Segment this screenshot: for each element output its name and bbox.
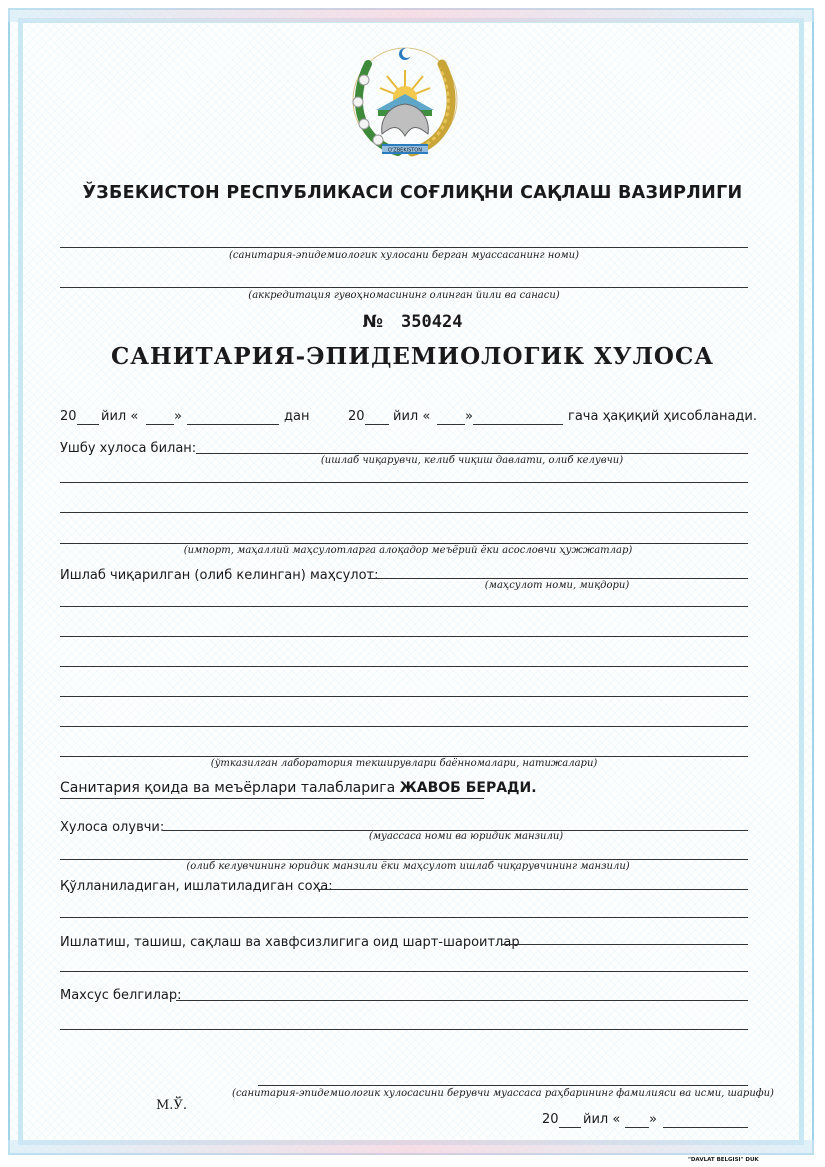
lab-results-caption: (ўтказилган лаборатория текширувлари баённомалари, натижалари) xyxy=(210,758,598,769)
from-day-close: » xyxy=(174,409,182,424)
product-line-3[interactable] xyxy=(60,636,748,637)
date-month-field[interactable] xyxy=(663,1127,748,1128)
product-line-2[interactable] xyxy=(60,606,748,607)
special-marks-label: Махсус белгилар: xyxy=(60,988,182,1003)
product-line-7[interactable] xyxy=(60,756,748,757)
number-sign: № xyxy=(362,312,384,332)
to-month-field[interactable] xyxy=(473,424,563,425)
ministry-heading: ЎЗБЕКИСТОН РЕСПУБЛИКАСИ СОҒЛИҚНИ САҚЛАШ ВАЗИРЛИГИ xyxy=(82,183,743,203)
date-year-prefix: 20 xyxy=(542,1112,559,1127)
printer-mark: "DAVLAT BELGISI" DUK xyxy=(688,1157,759,1163)
conclusion-line-4[interactable] xyxy=(60,543,748,544)
application-area-label: Қўлланиладиган, ишлатиладиган соҳа: xyxy=(60,879,333,894)
compliance-result: ЖАВОБ БЕРАДИ. xyxy=(399,780,537,796)
institution-name-caption: (санитария-эпидемиологик хулосани берган муассасанинг номи) xyxy=(229,250,579,261)
from-year-field[interactable] xyxy=(77,424,99,425)
to-suffix: гача ҳақиқий ҳисобланади. xyxy=(568,409,757,424)
recipient-address-caption: (муассаса номи ва юридик манзили) xyxy=(368,831,564,842)
state-emblem-icon xyxy=(342,40,468,166)
recipient-label: Хулоса олувчи: xyxy=(60,820,165,835)
accreditation-line[interactable] xyxy=(60,287,748,288)
institution-name-line[interactable] xyxy=(60,247,748,248)
date-year-word: йил « xyxy=(583,1112,621,1127)
conclusion-with-line[interactable] xyxy=(196,453,748,454)
recipient-line-2[interactable] xyxy=(60,859,748,860)
frame-bottom-band xyxy=(8,1140,814,1155)
conclusion-line-3[interactable] xyxy=(60,512,748,513)
storage-conditions-line-2[interactable] xyxy=(60,971,748,972)
date-year-field[interactable] xyxy=(559,1127,581,1128)
special-marks-line-2[interactable] xyxy=(60,1029,748,1030)
importer-address-caption: (олиб келувчининг юридик манзили ёки маҳсулот ишлаб чиқарувчининг манзили) xyxy=(186,861,630,872)
to-year-field[interactable] xyxy=(365,424,389,425)
product-line[interactable] xyxy=(368,578,748,579)
frame-top-band xyxy=(8,8,814,22)
storage-conditions-line[interactable] xyxy=(502,944,748,945)
product-name-caption: (маҳсулот номи, миқдори) xyxy=(484,580,630,591)
producer-caption: (ишлаб чиқарувчи, келиб чиқиш давлати, олиб келувчи) xyxy=(320,455,624,466)
special-marks-line[interactable] xyxy=(176,1000,748,1001)
from-year-word: йил « xyxy=(101,409,139,424)
product-label: Ишлаб чиқарилган (олиб келинган) маҳсулот: xyxy=(60,568,379,583)
compliance-prefix: Санитария қоида ва меъёрлари талабларига xyxy=(60,780,396,796)
to-year-word: йил « xyxy=(393,409,431,424)
from-month-field[interactable] xyxy=(187,424,279,425)
stamp-place-label: М.Ў. xyxy=(156,1098,187,1113)
document-number xyxy=(0,312,825,332)
storage-conditions-label: Ишлатиш, ташиш, сақлаш ва хавфсизлигига оид шарт-шароитлар xyxy=(60,935,520,950)
svg-text:O'ZBEKISTON: O'ZBEKISTON xyxy=(388,147,422,154)
to-day-close: » xyxy=(465,409,473,424)
normative-docs-caption: (импорт, маҳаллий маҳсулотларга алоқадор меъёрий ёки асословчи ҳужжатлар) xyxy=(183,545,633,556)
document-title: САНИТАРИЯ-ЭПИДЕМИОЛОГИК ХУЛОСА xyxy=(111,343,714,370)
from-day-field[interactable] xyxy=(146,424,174,425)
to-day-field[interactable] xyxy=(437,424,465,425)
application-area-line[interactable] xyxy=(318,889,748,890)
from-suffix: дан xyxy=(284,409,310,424)
date-day-field[interactable] xyxy=(625,1127,649,1128)
accreditation-caption: (аккредитация гувоҳномасининг олинган йили ва санаси) xyxy=(248,290,560,301)
conclusion-with-label: Ушбу хулоса билан: xyxy=(60,441,197,456)
compliance-statement xyxy=(60,780,537,796)
head-signature-line[interactable] xyxy=(258,1085,748,1086)
product-line-4[interactable] xyxy=(60,666,748,667)
date-day-close: » xyxy=(649,1112,657,1127)
from-year-prefix: 20 xyxy=(60,409,77,424)
compliance-underline xyxy=(60,798,484,799)
product-line-5[interactable] xyxy=(60,696,748,697)
to-year-prefix: 20 xyxy=(348,409,365,424)
conclusion-line-2[interactable] xyxy=(60,482,748,483)
head-signature-caption: (санитария-эпидемиологик хулосасини берувчи муассаса раҳбарининг фамилияси ва исми, шарифи) xyxy=(232,1088,774,1099)
product-line-6[interactable] xyxy=(60,726,748,727)
application-area-line-2[interactable] xyxy=(60,917,748,918)
number-value: 350424 xyxy=(401,312,463,332)
